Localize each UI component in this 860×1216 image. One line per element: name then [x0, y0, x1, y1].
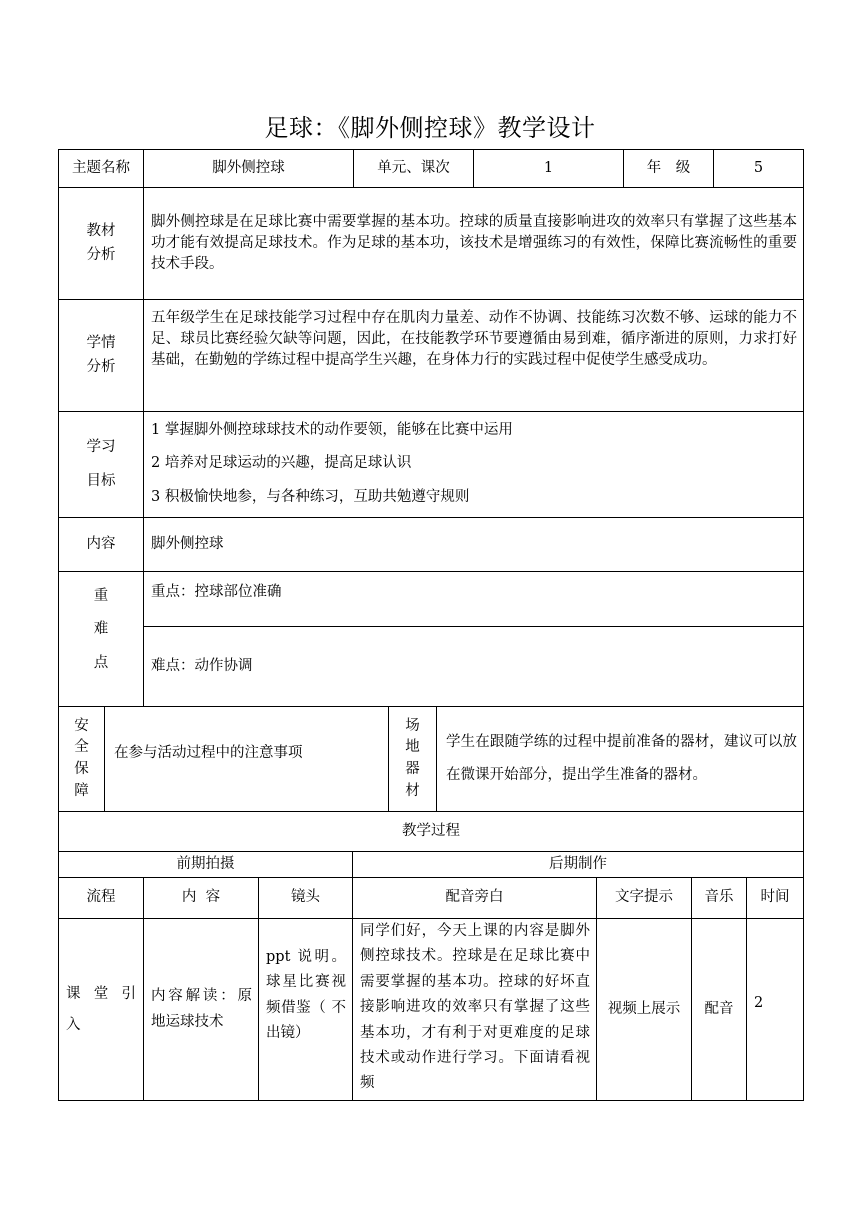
safety-label: [59, 707, 105, 812]
column-header: 时间: [747, 878, 804, 919]
key-points-label: [59, 572, 144, 707]
objectives-label-line1: 学习: [86, 439, 116, 456]
content-text: 脚外侧控球: [144, 518, 804, 572]
objectives-label: [59, 412, 144, 518]
post-production-header: 后期制作: [353, 852, 804, 878]
key-label-char: 重: [93, 588, 109, 604]
safety-label-char: 保: [74, 761, 89, 777]
topic-label: 主题名称: [59, 150, 144, 188]
venue-text: 学生在跟随学练的过程中提前准备的器材，建议可以放在微课开始部分，提出学生准备的器材。: [437, 707, 804, 812]
venue-label-char: 地: [405, 739, 420, 756]
objectives-label-line2: 目标: [86, 472, 116, 489]
process-narration: 同学们好，今天上课的内容是脚外侧控球技术。控球是在足球比赛中需要掌握的基本功。控球的好坏直接影响进攻的效率只有掌握了这些基本功，才有利于对更难度的足球技术或动作进行学习。下面请看视频: [353, 919, 597, 1101]
safety-label-char: 安: [74, 717, 89, 734]
venue-label-char: 场: [405, 717, 420, 734]
column-header: 音乐: [692, 878, 747, 919]
process-music: 配音: [692, 919, 747, 1101]
safety-table: [58, 706, 804, 812]
column-header: 内 容: [144, 878, 259, 919]
learner-analysis-text: 五年级学生在足球技能学习过程中存在肌肉力量差、动作不协调、技能练习次数不够、运球的能力不足、球员比赛经验欠缺等问题，因此，在技能教学环节要遵循由易到难，循序渐进的原则，力求打好基础，在勤勉的学练过程中提高学生兴趣，在身体力行的实践过程中促使学生感受成功。: [144, 300, 804, 412]
objective-item: 3 积极愉快地参，与各种练习，互助共勉遵守规则: [151, 488, 470, 505]
venue-label: [389, 707, 437, 812]
process-content: 内容解读：原地运球技术: [144, 919, 259, 1101]
key-label-char: 点: [93, 654, 109, 671]
unit-value: 1: [474, 150, 624, 188]
process-text-hint: 视频上展示: [597, 919, 692, 1101]
column-header: 镜头: [259, 878, 353, 919]
page-title: 足球：《脚外侧控球》教学设计: [264, 114, 596, 142]
grade-value: 5: [714, 150, 804, 188]
learner-analysis-label: [59, 300, 144, 412]
process-shot: ppt 说明。球星比赛视频借鉴（ 不 出镜）: [259, 919, 353, 1101]
objective-item: 2 培养对足球运动的兴趣，提高足球认识: [151, 455, 412, 472]
learner-label-line2: 分析: [86, 358, 116, 375]
process-time: 2: [747, 919, 804, 1101]
material-label-line2: 分析: [86, 246, 116, 263]
objective-item: 1 掌握脚外侧控球球技术的动作要领，能够在比赛中运用: [151, 422, 513, 438]
material-label-line1: 教材: [86, 223, 116, 240]
table-row: [59, 919, 804, 1101]
learner-label-line1: 学情: [86, 335, 116, 352]
unit-label: 单元、课次: [354, 150, 474, 188]
grade-label: 年 级: [624, 150, 714, 188]
column-header: 流程: [59, 878, 144, 919]
design-table-top: [58, 149, 804, 707]
process-table: [58, 811, 804, 1101]
safety-label-char: 全: [74, 739, 89, 756]
process-stage: 课 堂 引入: [59, 919, 144, 1101]
key-label-char: 难: [93, 621, 109, 638]
objectives-list: [144, 412, 804, 518]
column-header: 配音旁白: [353, 878, 597, 919]
topic-value: 脚外侧控球: [144, 150, 354, 188]
material-analysis-label: [59, 188, 144, 300]
content-label: 内容: [59, 518, 144, 572]
material-analysis-text: 脚外侧控球是在足球比赛中需要掌握的基本功。控球的质量直接影响进攻的效率只有掌握了这些基本功才能有效提高足球技术。作为足球的基本功，该技术是增强练习的有效性，保障比赛流畅性的重要技术手段。: [144, 188, 804, 300]
column-header: 文字提示: [597, 878, 692, 919]
pre-shoot-header: 前期拍摄: [59, 852, 353, 878]
process-heading: 教学过程: [59, 812, 804, 852]
venue-label-char: 器: [405, 761, 420, 777]
venue-label-char: 材: [405, 782, 420, 799]
safety-label-char: 障: [74, 782, 89, 799]
key-point-text: 重点：控球部位准确: [144, 572, 804, 627]
safety-text: 在参与活动过程中的注意事项: [105, 707, 389, 812]
difficult-point-text: 难点：动作协调: [144, 627, 804, 707]
